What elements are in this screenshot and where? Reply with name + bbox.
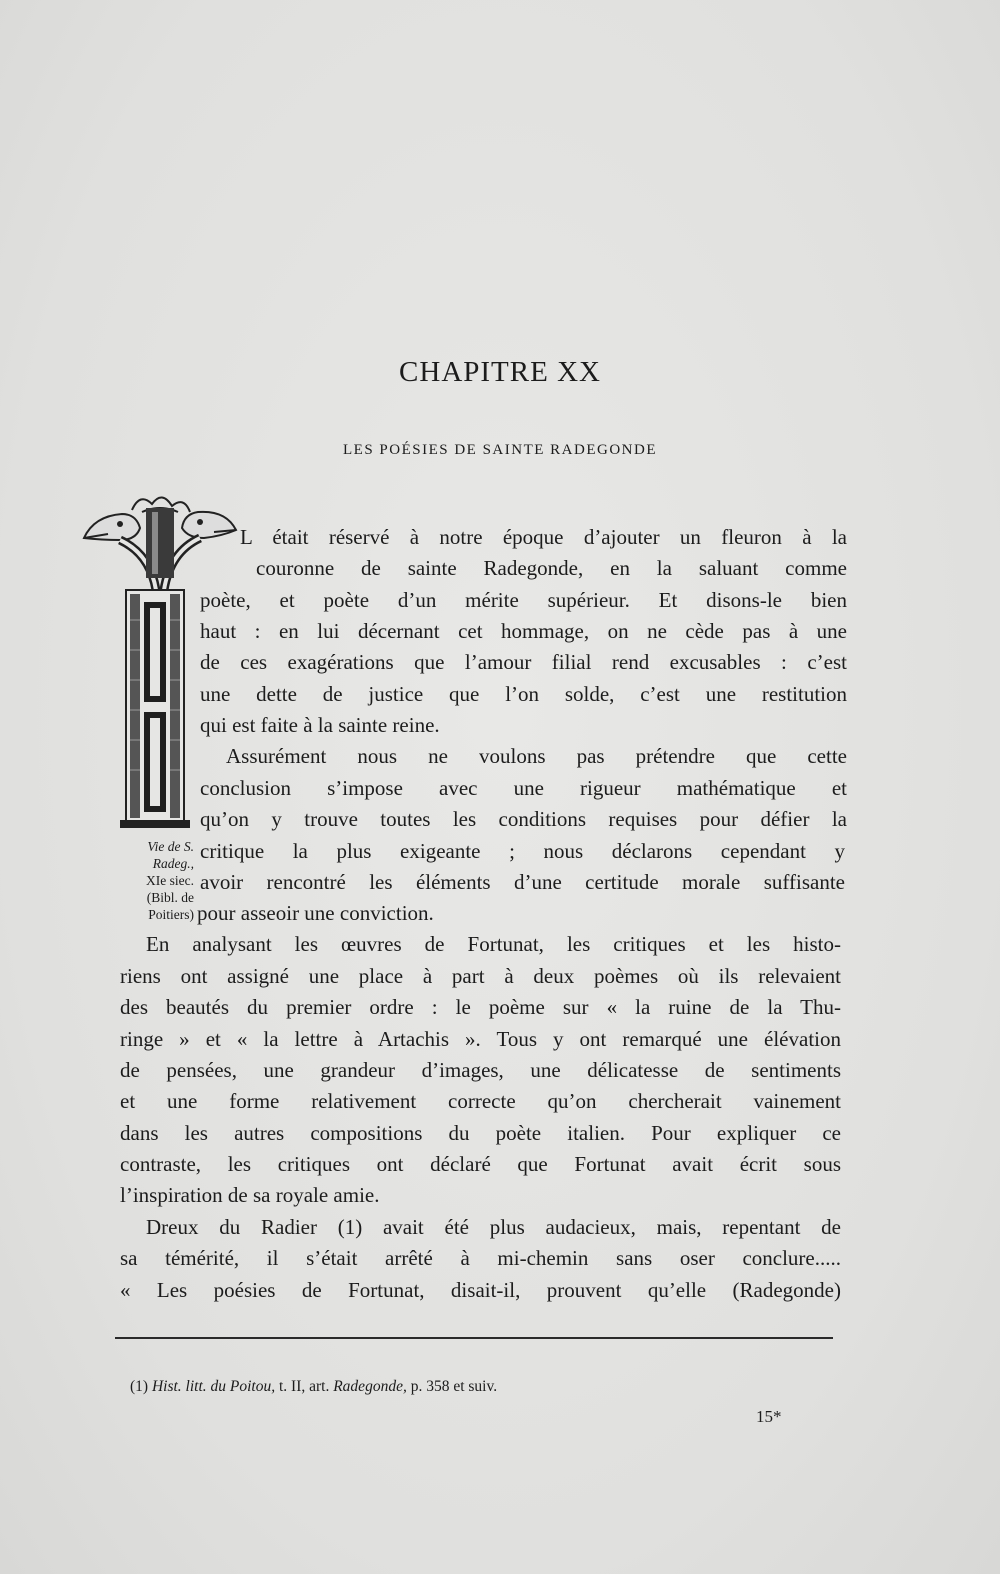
body-line: pour asseoir une conviction. [197, 901, 434, 925]
body-line: et une forme relativement correcte qu’on chercherait vainement [120, 1089, 841, 1113]
body-line: de ces exagérations que l’amour filial rend excusables : c’est [200, 650, 847, 674]
caption-line: XIe siec. [146, 873, 194, 888]
body-line: « Les poésies de Fortunat, disait-il, prouvent qu’elle (Radegonde) [120, 1278, 841, 1302]
caption-line: (Bibl. de [146, 890, 194, 905]
body-line: une dette de justice que l’on solde, c’est une restitution [200, 682, 847, 706]
footnote-middle: t. II, art. [278, 1378, 330, 1395]
body-line: critique la plus exigeante ; nous déclarons cependant y [200, 839, 845, 863]
body-line: avoir rencontré les éléments d’une certitude morale suffisante [200, 870, 845, 894]
body-line: En analysant les œuvres de Fortunat, les critiques et les histo- [146, 932, 841, 956]
body-line: qui est faite à la sainte reine. [200, 713, 440, 737]
body-line: dans les autres compositions du poète italien. Pour expliquer ce [120, 1121, 841, 1145]
body-line: sa témérité, il s’était arrêté à mi-chemin sans oser conclure..... [120, 1246, 841, 1270]
body-line: riens ont assigné une place à part à deux poèmes où ils relevaient [120, 964, 841, 988]
footnote-end: p. 358 et suiv. [410, 1378, 498, 1395]
body-line: l’inspiration de sa royale amie. [120, 1183, 380, 1207]
body-line: Dreux du Radier (1) avait été plus audacieux, mais, repentant de [146, 1215, 841, 1239]
footnote-name: Radegonde, [333, 1378, 407, 1395]
body-line: ringe » et « la lettre à Artachis ». Tous y ont remarqué une élévation [120, 1027, 841, 1051]
body-line: haut : en lui décernant cet hommage, on ne cède pas à une [200, 619, 847, 643]
body-line: conclusion s’impose avec une rigueur mathématique et [200, 776, 847, 800]
caption-line: Poitiers) [148, 907, 194, 922]
footnote-divider [115, 1337, 833, 1339]
footnote [130, 1378, 497, 1396]
body-line: des beautés du premier ordre : le poème sur « la ruine de la Thu- [120, 995, 841, 1019]
body-line: contraste, les critiques ont déclaré que Fortunat avait écrit sous [120, 1152, 841, 1176]
chapter-subtitle: LES POÉSIES DE SAINTE RADEGONDE [343, 442, 657, 458]
caption-line: Radeg., [152, 856, 194, 871]
body-line: L était réservé à notre époque d’ajouter un fleuron à la [240, 525, 847, 549]
chapter-title: CHAPITRE XX [399, 356, 601, 388]
body-line: poète, et poète d’un mérite supérieur. Et disons-le bien [200, 588, 847, 612]
body-line: Assurément nous ne voulons pas prétendre que cette [226, 744, 847, 768]
body-line: couronne de sainte Radegonde, en la saluant comme [256, 556, 847, 580]
dropcap-caption [110, 838, 194, 923]
caption-line: Vie de S. [147, 839, 194, 854]
footnote-marker: (1) [130, 1378, 149, 1395]
body-line: de pensées, une grandeur d’images, une délicatesse de sentiments [120, 1058, 841, 1082]
body-line: qu’on y trouve toutes les conditions requises pour défier la [200, 807, 847, 831]
footnote-title: Hist. litt. du Poitou, [151, 1378, 276, 1395]
page-number: 15* [756, 1407, 782, 1426]
